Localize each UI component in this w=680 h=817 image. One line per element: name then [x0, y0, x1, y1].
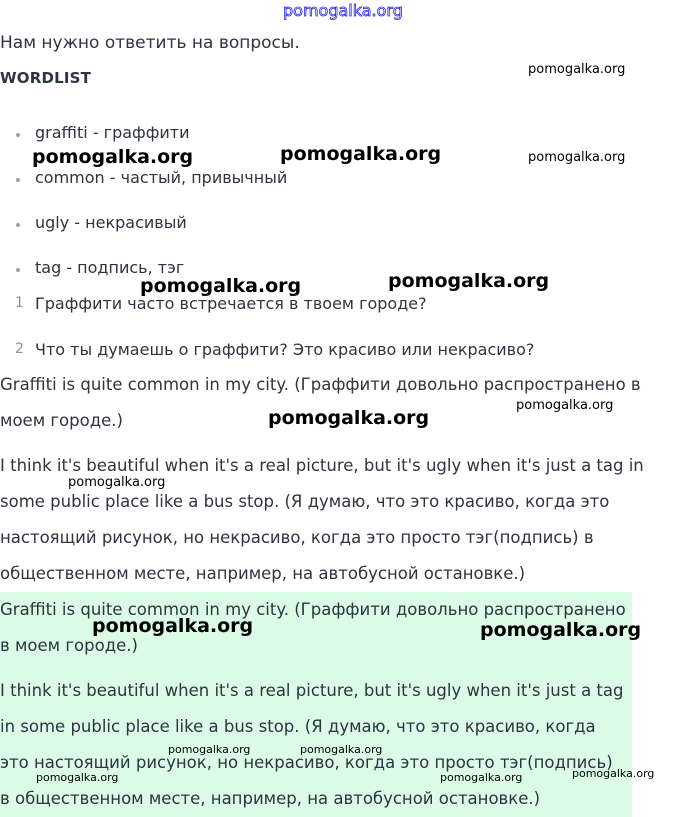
answer-paragraph: I think it's beautiful when it's a real picture, but it's ugly when it's just a tag in some public place like a bus stop. (Я думаю, что это красиво, когда это настоящий рисунок, но некрасиво, когда это просто тэг(подпись) в общественном месте, например, на автобусной остановке.): [0, 456, 644, 583]
header-watermark: pomogalka.org: [283, 1, 403, 20]
watermark: pomogalka.org: [528, 62, 626, 77]
watermark: pomogalka.org: [480, 619, 642, 641]
watermark: pomogalka.org: [36, 771, 119, 784]
wordlist-title: WORDLIST: [0, 69, 92, 87]
watermark: pomogalka.org: [440, 771, 523, 784]
highlighted-answer-paragraph: Graffiti is quite common in my city. (Граффити довольно распространено в моем городе.): [0, 600, 626, 655]
watermark: pomogalka.org: [268, 407, 430, 429]
intro-text: Нам нужно ответить на вопросы.: [0, 33, 300, 53]
watermark: pomogalka.org: [572, 767, 655, 780]
bullet-icon: [16, 223, 20, 227]
watermark: pomogalka.org: [280, 143, 442, 165]
watermark: pomogalka.org: [168, 743, 251, 756]
question-number: 1: [15, 295, 24, 311]
question-number: 2: [15, 341, 24, 357]
question-text: Что ты думаешь о граффити? Это красиво или некрасиво?: [35, 340, 535, 359]
watermark: pomogalka.org: [140, 275, 302, 297]
bullet-icon: [16, 268, 20, 272]
watermark: pomogalka.org: [92, 615, 254, 637]
answer-paragraph: Graffiti is quite common in my city. (Граффити довольно распространено в моем городе.): [0, 375, 641, 430]
highlighted-answer-paragraph: I think it's beautiful when it's a real picture, but it's ugly when it's just a tag in some public place like a bus stop. (Я думаю, что это красиво, когда это настоящий рисунок, но некрасиво, когда это просто тэг(подпись) в общественном месте, например, на автобусной остановке.): [0, 681, 624, 808]
watermark: pomogalka.org: [300, 743, 383, 756]
bullet-icon: [16, 178, 20, 182]
watermark: pomogalka.org: [516, 398, 614, 413]
watermark: pomogalka.org: [32, 146, 194, 168]
watermark: pomogalka.org: [68, 475, 166, 490]
watermark: pomogalka.org: [528, 150, 626, 165]
bullet-icon: [16, 133, 20, 137]
question-text: Граффити часто встречается в твоем городе?: [35, 294, 427, 313]
watermark: pomogalka.org: [388, 270, 550, 292]
